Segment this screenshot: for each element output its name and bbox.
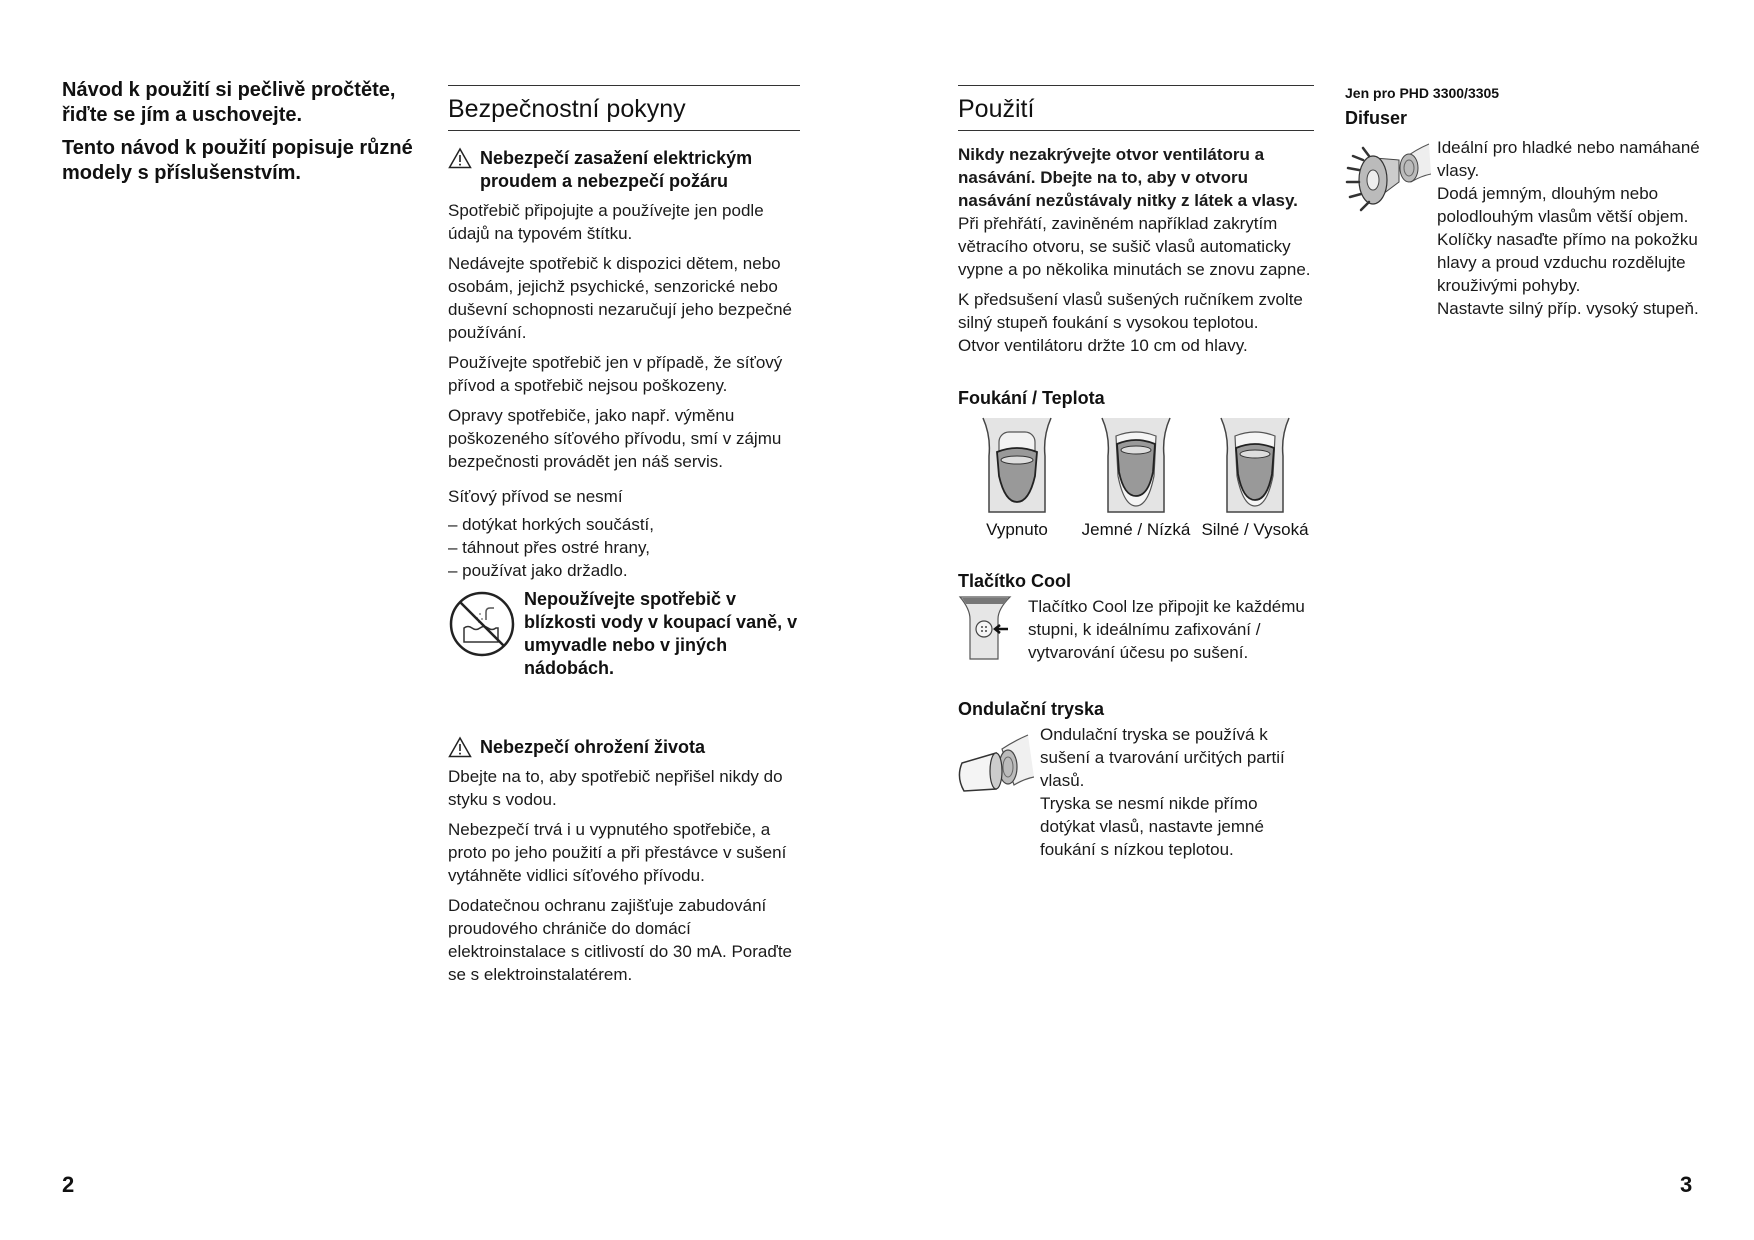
diffuser-section [1345,85,1700,320]
cool-heading: Tlačítko Cool [958,571,1072,591]
nozzle-text: Tryska se nesmí nikde přímo dotýkat vlasů, nastavte jemné foukání s nízkou teplotou. [1040,794,1264,859]
usage-warning: Nikdy nezakrývejte otvor ventilátoru a nasávání. Dbejte na to, aby v otvoru nasávání nezůstávaly nitky z látek a vlasy. [958,145,1298,210]
intro-paragraph: Návod k použití si pečlivě pročtěte, řiďte se jím a uschovejte. [62,79,396,126]
safety-paragraph: Opravy spotřebiče, jako např. výměnu poškozeného síťového přívodu, smí v zájmu bezpečnosti provádět jen náš servis. [448,406,782,471]
cord-intro: Síťový přívod se nesmí [448,487,623,506]
usage-paragraph: Při přehřátí, zaviněném například zakrytím větracího otvoru, se sušič vlasů automaticky vypne a po několika minutách se znovu zapne. [958,214,1311,279]
fan-setting-label: Silné / Vysoká [1201,520,1309,539]
safety-paragraph: Nedávejte spotřebič k dispozici dětem, nebo osobám, jejichž psychické, senzorické nebo duševní schopnosti nezaručují jeho bezpečné používání. [448,254,793,342]
no-water-bath-icon [448,590,516,658]
safety-section [448,85,800,993]
diffuser-icon [1345,142,1431,222]
fan-setting [1196,416,1314,540]
page-number-left: 2 [62,1172,75,1197]
bath-warning [448,588,800,680]
diffuser-text: Kolíčky nasaďte přímo na pokožku hlavy a proud vzduchu rozdělujte krouživými pohyby. [1437,230,1698,295]
usage-paragraph: Otvor ventilátoru držte 10 cm od hlavy. [958,336,1248,355]
intro-block [62,78,422,194]
fan-heading: Foukání / Teplota [958,388,1105,408]
diffuser-texts [1437,136,1700,320]
diffuser-text: Nastavte silný příp. vysoký stupeň. [1437,299,1699,318]
cool-block [958,595,1314,664]
fan-setting [1077,416,1195,540]
cool-text: Tlačítko Cool lze připojit ke každému stupni, k ideálnímu zafixování / vytvarování účesu po sušení. [1028,597,1305,662]
fan-setting-label: Jemné / Nízká [1081,520,1191,539]
fan-setting [958,416,1076,540]
switch-high-icon [1215,416,1295,514]
diffuser-heading: Difuser [1345,108,1408,128]
fan-setting-label: Vypnuto [986,520,1048,539]
page-number-right: 3 [1680,1172,1693,1197]
nozzle-texts [1040,723,1314,861]
warning-heading [448,147,800,193]
nozzle-block [958,723,1314,861]
cool-button-icon [958,595,1022,661]
warning-triangle-icon [448,736,472,758]
diffuser-text: Ideální pro hladké nebo namáhané vlasy. [1437,138,1700,180]
switch-off-icon [977,416,1057,514]
model-note: Jen pro PHD 3300/3305 [1345,85,1500,101]
safety-paragraph: Používejte spotřebič jen v případě, že síťový přívod a spotřebič nejsou poškozeny. [448,353,783,395]
bath-warning-text: Nepoužívejte spotřebič v blízkosti vody v koupací vaně, v umyvadle nebo v jiných nádobách. [524,589,798,678]
warning-title: Nebezpečí ohrožení života [480,737,706,757]
safety-paragraph: Dodatečnou ochranu zajišťuje zabudování proudového chrániče do domácí elektroinstalace s citlivostí do 30 mA. Poraďte se s elektroinstalatérem. [448,896,792,984]
diffuser-block [1345,136,1700,320]
warning-heading [448,736,800,759]
usage-paragraph: K předsušení vlasů sušených ručníkem zvolte silný stupeň foukání s vysokou teplotou. [958,290,1303,332]
cord-list-item: – táhnout přes ostré hrany, [448,538,650,557]
nozzle-heading: Ondulační tryska [958,699,1105,719]
intro-paragraph: Tento návod k použití popisuje různé modely s příslušenstvím. [62,137,413,184]
usage-section [958,85,1314,861]
styling-nozzle-icon [958,733,1034,813]
switch-low-icon [1096,416,1176,514]
safety-paragraph: Dbejte na to, aby spotřebič nepřišel nikdy do styku s vodou. [448,767,783,809]
section-title-usage: Použití [958,85,1314,131]
safety-paragraph: Nebezpečí trvá i u vypnutého spotřebiče, a proto po jeho použití a při přestávce v sušení vytáhněte vidlici síťového přívodu. [448,820,787,885]
warning-triangle-icon [448,147,472,169]
cord-list-item: – používat jako držadlo. [448,561,628,580]
warning-title: Nebezpečí zasažení elektrickým proudem a nebezpečí požáru [480,148,753,191]
section-title-safety: Bezpečnostní pokyny [448,85,800,131]
nozzle-text: Ondulační tryska se používá k sušení a tvarování určitých partií vlasů. [1040,725,1285,790]
safety-paragraph: Spotřebič připojujte a používejte jen podle údajů na typovém štítku. [448,201,764,243]
diffuser-text: Dodá jemným, dlouhým nebo polodlouhým vlasům větší objem. [1437,184,1689,226]
cord-list-item: – dotýkat horkých součástí, [448,515,654,534]
fan-settings [958,416,1314,540]
